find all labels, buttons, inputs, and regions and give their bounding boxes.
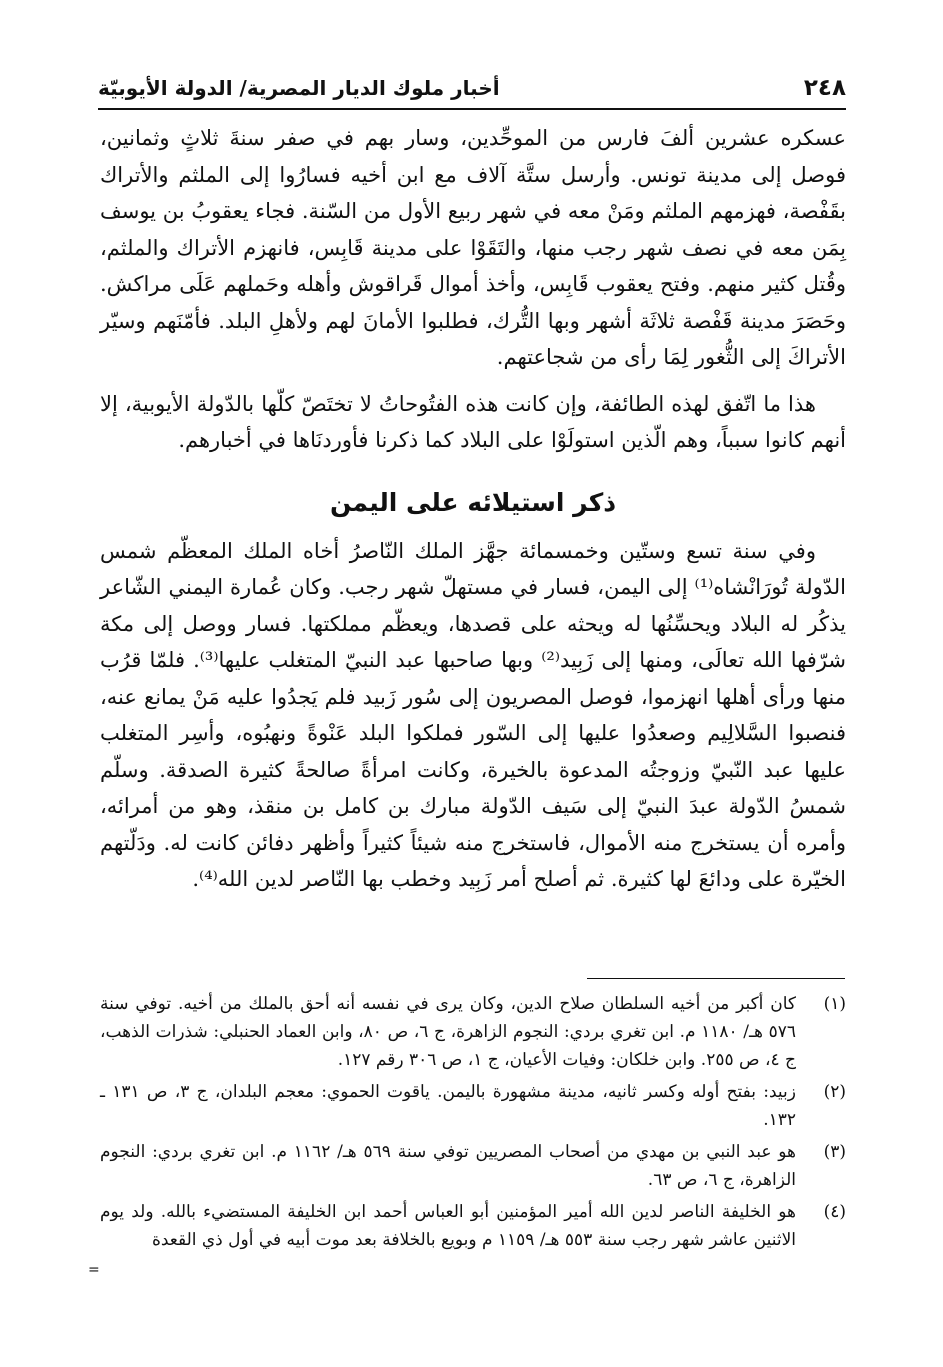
footnote-text: هو الخليفة الناصر لدين الله أمير المؤمنين أبو العباس أحمد ابن الخليفة المستضيء بالله. ولد يوم الاثنين عاشر شهر رجب سنة ٥٥٣ هـ/ ١١٥٩ م وبويع بالخلافة بعد موت أبيه في أول ذي القعدة xyxy=(100,1202,796,1250)
footnote-divider xyxy=(587,978,845,979)
footnote-number: (٤) xyxy=(823,1202,846,1222)
footnote-text: هو عبد النبي بن مهدي من أصحاب المصريين توفي سنة ٥٦٩ هـ/ ١١٦٢ م. ابن تغري بردي: النجوم الزاهرة، ج ٦، ص ٦٣. xyxy=(100,1142,796,1190)
running-title: أخبار ملوك الديار المصرية/ الدولة الأيوبيّة xyxy=(98,76,500,100)
footnote-number: (٣) xyxy=(823,1142,846,1162)
paragraph: عسكره عشرين ألفَ فارس من الموحِّدين، وسار بهم في صفر سنةَ ثلاثٍ وثمانين، فوصل إلى مدينة تونس. وأرسل ستَّة آلاف مع ابن أخيه فسارُوا إلى الملثم والأتراك بقَفْصة، فهزمهم الملثم ومَنْ معه في شهر ربيع الأول من السّنة. فجاء يعقوبُ بن يوسف بِمَن معه في نصف شهر رجب منها، والتَقَوْا على مدينة قَابِس، فانهزم الأتراك والملثم، وقُتل كثير منهم. وفتح يعقوب قَابِس، وأخذ أموال قَراقوش وأهله وحَملهم عَلَى مراكش. وحَصَرَ مدينة قَفْصة ثلاثَة أشهر وبها التُّرك، فطلبوا الأمانَ لهم ولأهلِ البلد. فأمّنَهم وسيّر الأتراكَ إلى الثُّغور لِمَا رأى من شجاعتهم. xyxy=(100,126,846,369)
page-number: ٢٤٨ xyxy=(803,75,846,101)
footnote xyxy=(100,1078,846,1134)
paragraph: هذا ما اتّفق لهذه الطائفة، وإن كانت هذه الفتُوحاتُ لا تختَصّ كلّها بالدّولة الأيوبية، إلا أنهم كانوا سبباً، وهم الّذين استولَوْا على البلاد كما ذكرنا فأوردنَاها في أخبارهم. xyxy=(100,391,846,452)
main-text xyxy=(100,120,846,898)
footnote xyxy=(100,1138,846,1194)
section-paragraph: وفي سنة تسع وستّين وخمسمائة جهَّز الملك النّاصرُ أخاه الملك المعظّم شمس الدّولة تُورَانْشاه⁽¹⁾ إلى اليمن، فسار في مستهلّ شهر رجب. وكان عُمارة اليمني الشّاعر يذكُر له البلاد ويحسِّنُها له ويحثه على قصدها، ويعظّم مملكتها. فسار ووصل إلى مكة شرّفها الله تعالَى، ومنها إلى زَبِيد⁽²⁾ وبها صاحبها عبد النبيّ المتغلب عليها⁽³⁾. فلمّا قرُب منها ورأى أهلها انهزموا، فوصل المصريون إلى سُور زَبيد فلم يَجدُوا عليه مَنْ يمانع عنه، فنصبوا السَّلالِيم وصعدُوا عليها إلى السّور فملكوا البلد عَنْوةً ونهبُوه، وأسِر المتغلب عليها عبد النّبيّ وزوجتُه المدعوة بالخيرة، وكانت امرأةً صالحةً كثيرة الصدقة. وسلّم شمسُ الدّولة عبدَ النبيّ إلى سَيف الدّولة مبارك بن كامل بن منقذ، وهو من أمرائه، وأمره أن يستخرج منه الأموال، فاستخرج منه شيئاً كثيراً وأظهر دفائن كانت له. ودَلّتهم الخيّرة على ودائعَ لها كثيرة. ثم أصلح أمر زَبِيد وخطب بها النّاصر لدين الله⁽⁴⁾. xyxy=(100,538,847,891)
footnote-text: زبيد: بفتح أوله وكسر ثانيه، مدينة مشهورة باليمن. ياقوت الحموي: معجم البلدان، ج ٣، ص ١٣١ ـ ١٣٢. xyxy=(100,1082,796,1130)
footnote-text: كان أكبر من أخيه السلطان صلاح الدين، وكان يرى في نفسه أنه أحق بالملك من أخيه. توفي سنة ٥٧٦ هـ/ ١١٨٠ م. ابن تغري بردي: النجوم الزاهرة، ج ٦، ص ٨٠، وابن العماد الحنبلي: شذرات الذهب، ج ٤، ص ٢٥٥. وابن خلكان: وفيات الأعيان، ج ١، ص ٣٠٦ رقم ١٢٧. xyxy=(100,994,797,1070)
footnote xyxy=(100,990,846,1074)
continuation-mark: = xyxy=(88,1262,100,1278)
footnote xyxy=(100,1198,846,1254)
footnotes xyxy=(100,990,846,1258)
running-header xyxy=(98,68,846,110)
section-heading: ذكر استيلائه على اليمن xyxy=(329,487,617,517)
footnote-number: (٢) xyxy=(823,1082,846,1102)
footnote-number: (١) xyxy=(823,994,846,1014)
